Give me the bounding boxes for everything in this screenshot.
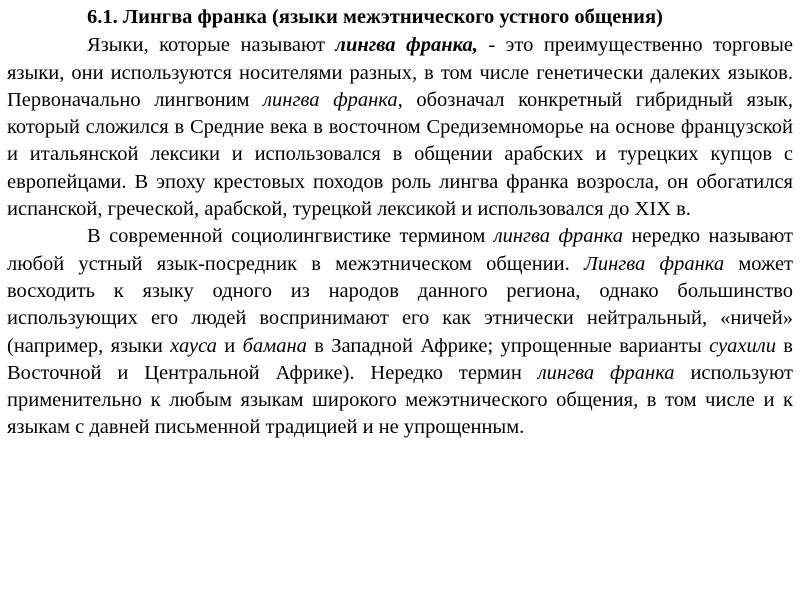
p2-term-3: лингва франка [537, 361, 675, 384]
document-page [7, 4, 793, 442]
p2-term-1: лингва франка [493, 225, 624, 248]
section-heading: 6.1. Лингва франка (языки межэтнического устного общения) [87, 6, 663, 28]
p2-text-3: может восходить к языку одного из народов данного региона, однако большинство использующих его людей воспринимают его как этнически нейтральный, «ничей» (например, языки [7, 252, 793, 357]
p2-text-5: в Западной Африке; упрощенные варианты [306, 334, 710, 357]
p1-text-1: Языки, которые называют [87, 34, 336, 57]
p2-term-swahili: суахили [709, 334, 776, 357]
p2-term-2: Лингва франка [583, 252, 725, 275]
paragraph-2 [7, 223, 793, 441]
p1-text-3: обозначал конкретный гибридный язык, который сложился в Средние века в восточном Средиземноморье на основе французской и итальянской лексики и использовался в общении арабских и турецких купцов с европейцами. В эпоху крестовых походов роль лингва франка возросла, он обогатился испанской, греческой, арабской, турецкой лексикой и использовался до XIX в. [7, 88, 793, 221]
p2-text-2: нередко называют любой устный язык-посредник в межэтническом общении. [7, 225, 794, 275]
p2-text-1: В современной социолингвистике термином [87, 225, 494, 248]
p2-term-bamana: бамана [242, 334, 307, 357]
p2-text-7: используют применительно к любым языкам широкого межэтнического общения, в том числе и к языкам с давней письменной традицией и не упрощенным. [7, 361, 793, 439]
p1-text-2: - это преимущественно торговые языки, они используются носителями разных, в том числе генетически далеких языков. Первоначально лингвоним [7, 34, 793, 111]
p2-term-hausa: хауса [170, 334, 217, 357]
paragraph-1 [7, 32, 793, 223]
p2-text-4: и [216, 334, 243, 357]
p2-text-6: в Восточной и Центральной Африке). Нередко термин [7, 334, 793, 384]
p1-term-2: лингва франка, [263, 88, 403, 111]
p1-term-1: лингва франка, [335, 34, 478, 57]
